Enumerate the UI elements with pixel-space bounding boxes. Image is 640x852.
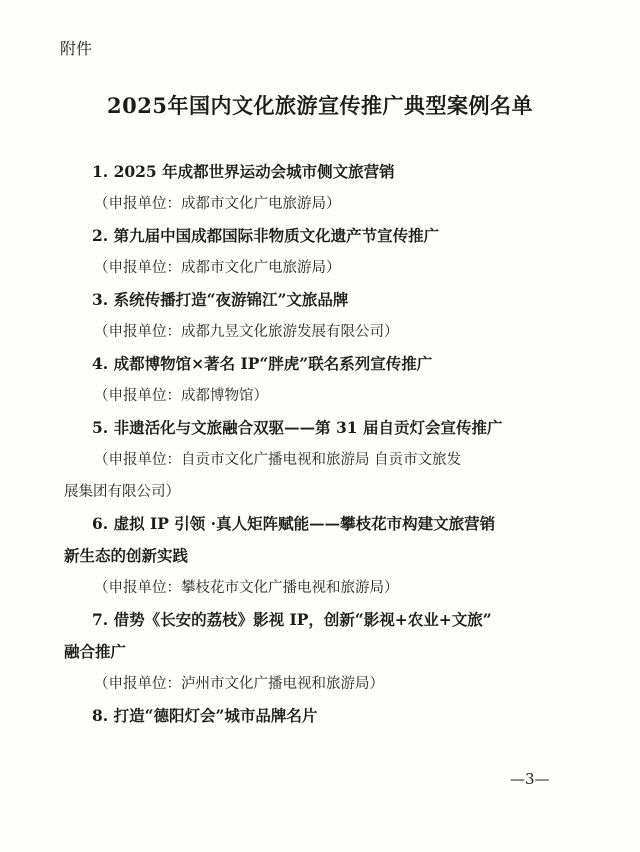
case-name: 5. 非遗活化与文旅融合双驱——第 31 届自贡灯会宣传推广	[92, 418, 503, 437]
case-list	[64, 156, 580, 732]
applicant-unit: （申报单位：泸州市文化广播电视和旅游局）	[94, 676, 384, 692]
list-item	[64, 284, 580, 348]
list-item	[64, 508, 580, 604]
applicant-unit-continued: 展集团有限公司）	[64, 484, 180, 500]
list-item	[64, 412, 580, 508]
applicant-unit: （申报单位：成都市文化广电旅游局）	[94, 196, 341, 212]
list-item	[64, 156, 580, 220]
attachment-label: 附件	[60, 39, 93, 58]
list-item	[64, 220, 580, 284]
case-name: 7. 借势《长安的荔枝》影视 IP，创新“影视+农业+文旅”	[92, 610, 492, 629]
case-name-continued: 新生态的创新实践	[64, 546, 189, 565]
case-name: 3. 系统传播打造“夜游锦江”文旅品牌	[92, 290, 349, 309]
applicant-unit: （申报单位：成都九昱文化旅游发展有限公司）	[94, 324, 399, 340]
page-number: —3—	[510, 770, 550, 788]
case-name-continued: 融合推广	[64, 642, 127, 661]
document-title: 2025年国内文化旅游宣传推广典型案例名单	[107, 93, 533, 118]
applicant-unit: （申报单位：成都市文化广电旅游局）	[94, 260, 341, 276]
case-name: 1. 2025 年成都世界运动会城市侧文旅营销	[92, 162, 395, 181]
applicant-unit: （申报单位：成都博物馆）	[94, 388, 268, 404]
case-name: 8. 打造“德阳灯会”城市品牌名片	[92, 706, 318, 725]
list-item	[64, 348, 580, 412]
list-item	[64, 604, 580, 700]
case-name: 2. 第九届中国成都国际非物质文化遗产节宣传推广	[92, 226, 440, 245]
applicant-unit: （申报单位：攀枝花市文化广播电视和旅游局）	[94, 580, 399, 596]
applicant-unit: （申报单位：自贡市文化广播电视和旅游局 自贡市文旅发	[94, 452, 462, 468]
list-item	[64, 700, 580, 732]
case-name: 6. 虚拟 IP 引领 ·真人矩阵赋能——攀枝花市构建文旅营销	[92, 514, 496, 533]
case-name: 4. 成都博物馆×著名 IP“胖虎”联名系列宣传推广	[92, 354, 433, 373]
